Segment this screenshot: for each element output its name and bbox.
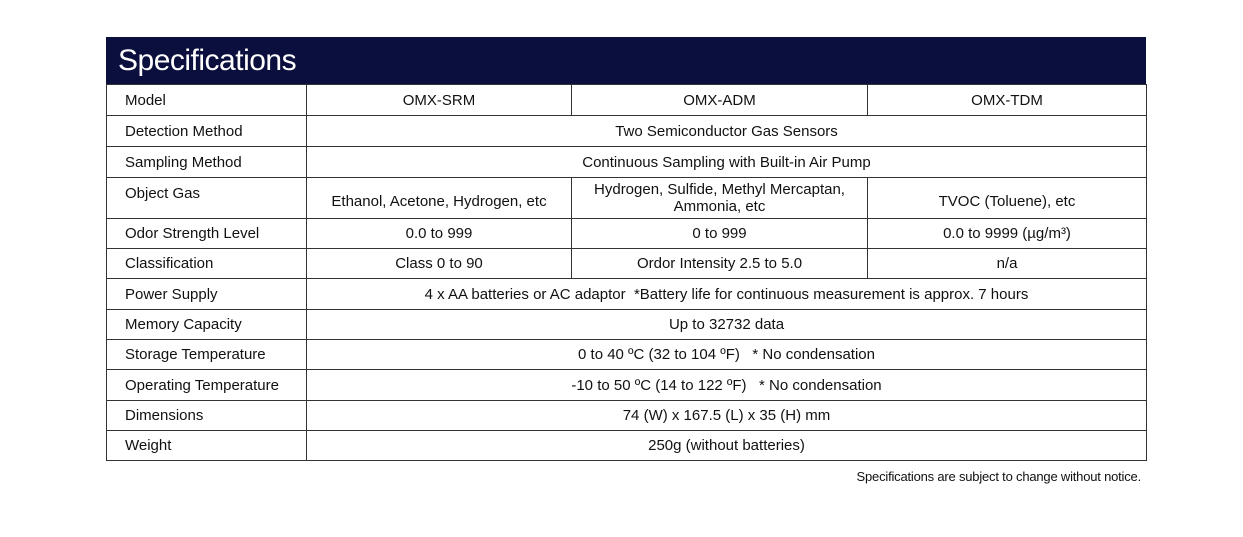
table-row-odor-strength-level: [107, 219, 1147, 249]
table-row-detection-method: [107, 116, 1147, 147]
table-row-dimensions: [107, 401, 1147, 431]
row-label: Operating Temperature: [107, 370, 307, 401]
disclaimer-note: Specifications are subject to change without notice.: [856, 469, 1141, 484]
row-value: 0.0 to 9999 (µg/m³): [868, 219, 1147, 249]
table-row-object-gas: [107, 178, 1147, 219]
specifications-block: [106, 37, 1146, 461]
row-value: n/a: [868, 249, 1147, 279]
page-title: Specifications: [118, 43, 297, 77]
model-name: OMX-TDM: [868, 85, 1147, 116]
specifications-table: [106, 84, 1147, 461]
row-value: TVOC (Toluene), etc: [868, 178, 1147, 219]
table-row-operating-temperature: [107, 370, 1147, 401]
model-name: OMX-ADM: [572, 85, 868, 116]
row-value: Two Semiconductor Gas Sensors: [307, 116, 1147, 147]
row-value: 4 x AA batteries or AC adaptor *Battery life for continuous measurement is approx. 7 hours: [307, 279, 1147, 310]
row-value: 250g (without batteries): [307, 431, 1147, 461]
table-row-sampling-method: [107, 147, 1147, 178]
table-row-model: [107, 85, 1147, 116]
row-value: Ordor Intensity 2.5 to 5.0: [572, 249, 868, 279]
row-value: Class 0 to 90: [307, 249, 572, 279]
table-row-weight: [107, 431, 1147, 461]
row-value: 0 to 40 ºC (32 to 104 ºF) * No condensation: [307, 340, 1147, 370]
row-value: -10 to 50 ºC (14 to 122 ºF) * No condensation: [307, 370, 1147, 401]
row-value: 74 (W) x 167.5 (L) x 35 (H) mm: [307, 401, 1147, 431]
table-row-classification: [107, 249, 1147, 279]
model-name: OMX-SRM: [307, 85, 572, 116]
table-row-memory-capacity: [107, 310, 1147, 340]
row-label: Weight: [107, 431, 307, 461]
row-label: Odor Strength Level: [107, 219, 307, 249]
row-value: Up to 32732 data: [307, 310, 1147, 340]
row-label: Detection Method: [107, 116, 307, 147]
row-value: 0 to 999: [572, 219, 868, 249]
specifications-header: [106, 37, 1146, 84]
table-row-power-supply: [107, 279, 1147, 310]
row-value: 0.0 to 999: [307, 219, 572, 249]
row-label: Memory Capacity: [107, 310, 307, 340]
row-label: Power Supply: [107, 279, 307, 310]
row-label: Storage Temperature: [107, 340, 307, 370]
row-label: Model: [107, 85, 307, 116]
row-label: Dimensions: [107, 401, 307, 431]
row-label: Sampling Method: [107, 147, 307, 178]
row-label: Classification: [107, 249, 307, 279]
row-label: Object Gas: [107, 178, 307, 219]
row-value: Ethanol, Acetone, Hydrogen, etc: [307, 178, 572, 219]
table-row-storage-temperature: [107, 340, 1147, 370]
row-value: Hydrogen, Sulfide, Methyl Mercaptan, Ammonia, etc: [572, 178, 868, 219]
row-value: Continuous Sampling with Built-in Air Pump: [307, 147, 1147, 178]
